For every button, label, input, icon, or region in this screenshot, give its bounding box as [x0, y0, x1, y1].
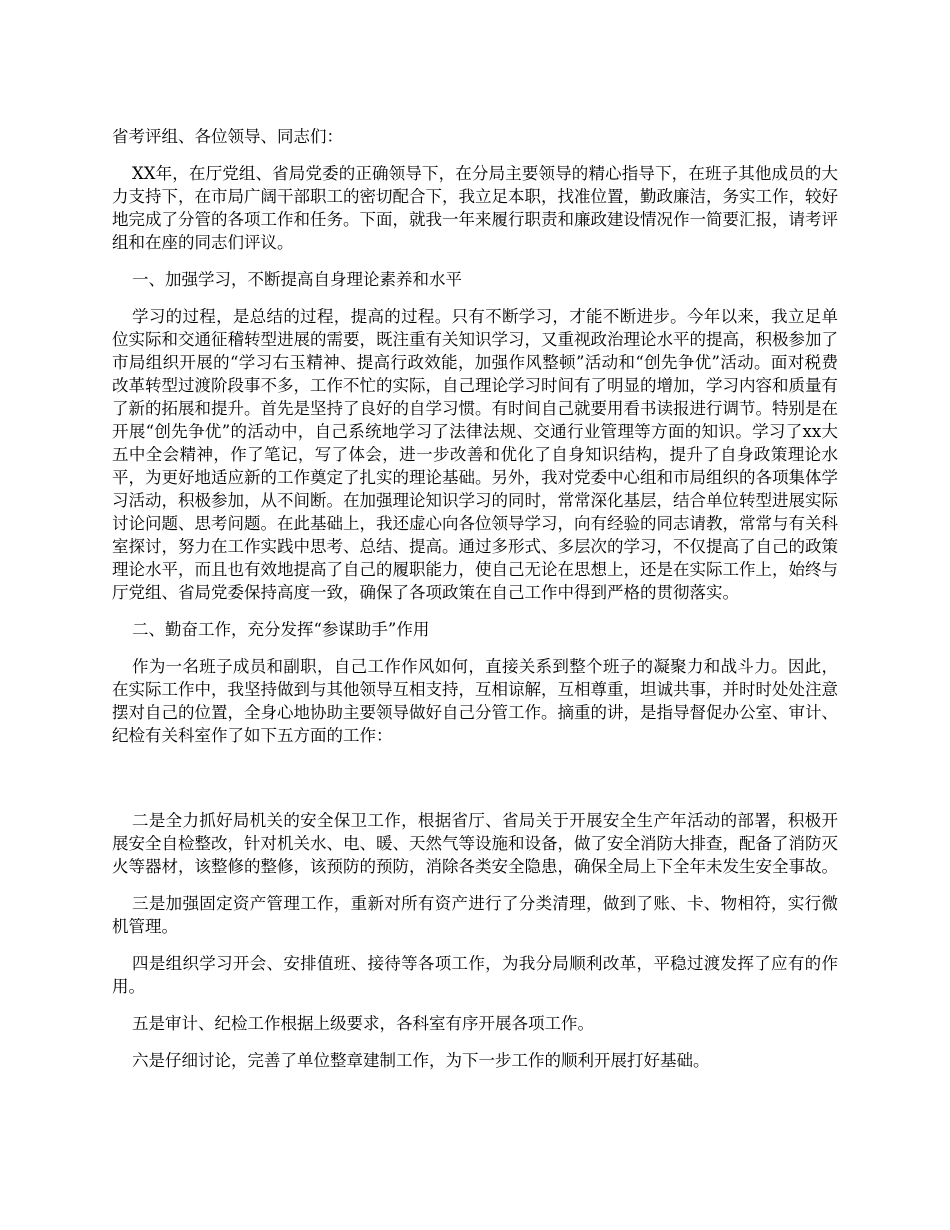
- salutation: 省考评组、各位领导、同志们：: [112, 127, 343, 146]
- item-paragraph-2: 二是全力抓好局机关的安全保卫工作，根据省厅、省局关于开展安全生产年活动的部署，积极开展安全自检整改，针对机关水、电、暖、天然气等设施和设备，做了安全消防大排查，配备了消防灭火等器材，该整修的整修，该预防的预防，消除各类安全隐患，确保全局上下全年未发生安全事故。: [112, 811, 838, 876]
- intro-paragraph: XX年，在厅党组、省局党委的正确领导下，在分局主要领导的精心指导下，在班子其他成员的大力支持下，在市局广阔干部职工的密切配合下，我立足本职，找准位置，勤政廉洁，务实工作，较好地完成了分管的各项工作和任务。下面，就我一年来履行职责和廉政建设情况作一简要汇报，请考评组和在座的同志们评议。: [112, 164, 838, 252]
- study-paragraph: 学习的过程，是总结的过程，提高的过程。只有不断学习，才能不断进步。今年以来，我立足单位实际和交通征稽转型进展的需要，既注重有关知识学习，又重视政治理论水平的提高，积极参加了市局组织开展的“学习右玉精神、提高行政效能，加强作风整顿”活动和“创先争优”活动。面对税费改革转型过渡阶段事不多，工作不忙的实际，自己理论学习时间有了明显的增加，学习内容和质量有了新的拓展和提升。首先是坚持了良好的自学习惯。有时间自己就要用看书读报进行调节。特别是在开展“创先争优”的活动中，自己系统地学习了法律法规、交通行业管理等方面的知识。学习了xx大五中全会精神，作了笔记，写了体会，进一步改善和优化了自身知识结构，提升了自身政策理论水平，为更好地适应新的工作奠定了扎实的理论基础。另外，我对党委中心组和市局组织的各项集体学习活动，积极参加，从不间断。在加强理论知识学习的同时，常常深化基层，结合单位转型进展实际讨论问题、思考问题。在此基础上，我还虚心向各位领导学习，向有经验的同志请教，常常与有关科室探讨，努力在工作实践中思考、总结、提高。通过多形式、多层次的学习，不仅提高了自己的政策理论水平，而且也有效地提高了自己的履职能力，使自己无论在思想上，还是在实际工作上，始终与厅党组、省局党委保持高度一致，确保了各项政策在自己工作中得到严格的贯彻落实。: [112, 307, 838, 602]
- work-paragraph: 作为一名班子成员和副职，自己工作作风如何，直接关系到整个班子的凝聚力和战斗力。因此，在实际工作中，我坚持做到与其他领导互相支持，互相谅解，互相尊重，坦诚共事，并时时处处注意摆对自己的位置，全身心地协助主要领导做好自己分管工作。摘重的讲，是指导督促办公室、审计、纪检有关科室作了如下五方面的工作：: [112, 657, 838, 745]
- item-paragraph-4: 四是组织学习开会、安排值班、接待等各项工作，为我分局顺利改革，平稳过渡发挥了应有的作用。: [112, 954, 838, 996]
- item-paragraph-6: 六是仔细讨论，完善了单位整章建制工作，为下一步工作的顺利开展打好基础。: [132, 1051, 710, 1070]
- section-heading-2: 二、勤奋工作，充分发挥“参谋助手”作用: [132, 620, 430, 639]
- item-paragraph-5: 五是审计、纪检工作根据上级要求，各科室有序开展各项工作。: [132, 1014, 594, 1033]
- section-heading-1: 一、加强学习，不断提高自身理论素养和水平: [132, 270, 462, 289]
- document-body: [112, 125, 838, 1072]
- item-paragraph-3: 三是加强固定资产管理工作，重新对所有资产进行了分类清理，做到了账、卡、物相符，实行微机管理。: [112, 894, 838, 936]
